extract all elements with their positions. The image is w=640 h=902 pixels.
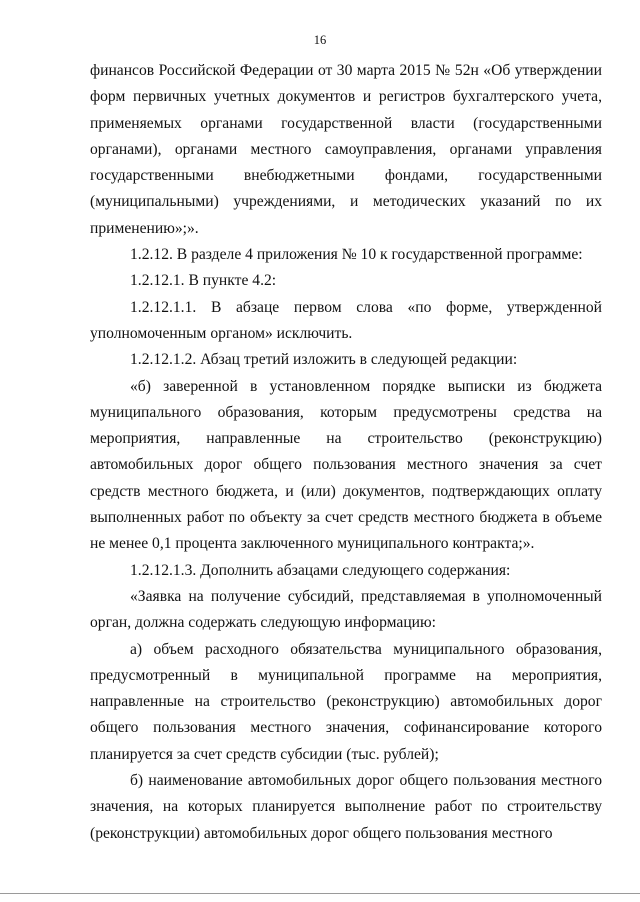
- paragraph-item-b: б) наименование автомобильных дорог общего пользования местного значения, на которых планируется выполнение работ по строительству (реконструкции) автомобильных дорог общего пользования местного: [90, 772, 602, 842]
- paragraph-item-a: а) объем расходного обязательства муниципального образования, предусмотренный в муниципальной программе на мероприятия, направленные на строительство (реконструкцию) автомобильных дорог общего пользования местного значения, софинансирование которого планируется за счет средств субсидии (тыс. рублей);: [90, 640, 602, 763]
- page-number: 16: [313, 33, 327, 47]
- bottom-edge-line: [0, 893, 640, 894]
- paragraph-1-2-12: 1.2.12. В разделе 4 приложения № 10 к государственной программе:: [130, 246, 583, 264]
- paragraph-quote-b: «б) заверенной в установленном порядке выписки из бюджета муниципального образования, которым предусмотрены средства на мероприятия, направленные на строительство (реконструкцию) автомобильных дорог общего пользования местного значения за счет средств местного бюджета, и (или) документов, подтверждающих оплату выполненных работ по объекту за счет средств местного бюджета в объеме не менее 0,1 процента заключенного муниципального контракта;».: [90, 377, 602, 553]
- paragraph-1-2-12-1-2: 1.2.12.1.2. Абзац третий изложить в следующей редакции:: [130, 351, 518, 369]
- document-body: [90, 58, 602, 847]
- paragraph-1-2-12-1-1: 1.2.12.1.1. В абзаце первом слова «по форме, утвержденной уполномоченным органом» исключить.: [90, 298, 602, 342]
- paragraph-1-2-12-1: 1.2.12.1. В пункте 4.2:: [130, 272, 277, 290]
- paragraph-application: «Заявка на получение субсидий, представляемая в уполномоченный орган, должна содержать следующую информацию:: [90, 587, 602, 632]
- paragraph-1-2-12-1-3: 1.2.12.1.3. Дополнить абзацами следующего содержания:: [130, 561, 511, 579]
- paragraph-continuation: финансов Российской Федерации от 30 марта 2015 № 52н «Об утверждении форм первичных учетных документов и регистров бухгалтерского учета, применяемых органами государственной власти (государственными органами), органами местного самоуправления, органами управления государственными внебюджетными фондами, государственными (муниципальными) учреждениями, и методических указаний по их применению»;».: [90, 62, 602, 237]
